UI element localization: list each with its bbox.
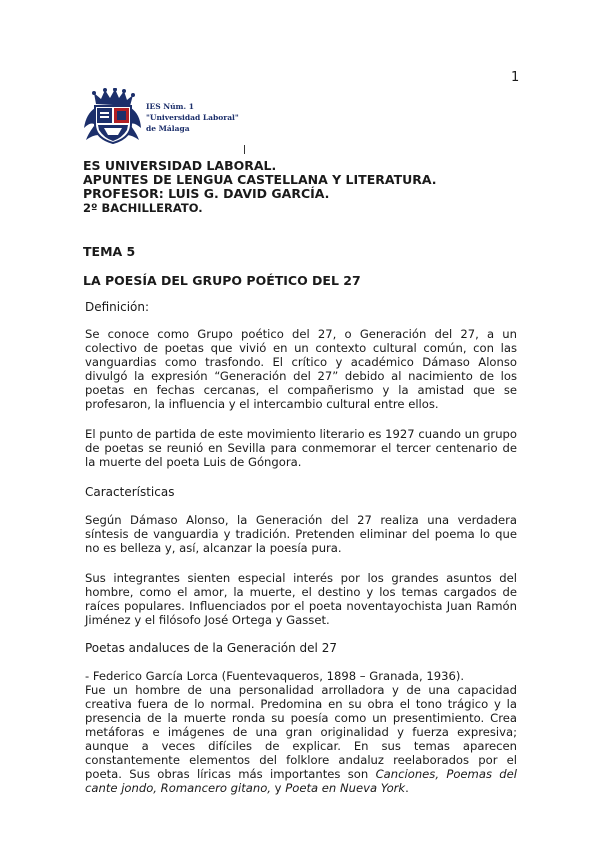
header-line-3: PROFESOR: LUIS G. DAVID GARCÍA.	[83, 186, 330, 201]
header-line-1: ES UNIVERSIDAD LABORAL.	[83, 158, 277, 173]
lorca-works-last: Poeta en Nueva York	[285, 781, 406, 795]
school-name-line1: IES Núm. 1	[146, 102, 194, 111]
caracteristicas-heading: Características	[85, 485, 175, 499]
header-line-4: 2º BACHILLERATO.	[83, 201, 203, 215]
lorca-paragraph	[85, 683, 517, 795]
document-header	[83, 159, 437, 215]
lorca-heading-line: - Federico García Lorca (Fuentevaqueros, 1898 – Granada, 1936).	[85, 669, 465, 683]
lorca-works-conjunction: y	[274, 781, 282, 795]
text-cursor-mark	[244, 145, 245, 154]
school-name-block	[146, 101, 239, 134]
poetas-heading: Poetas andaluces de la Generación del 27	[85, 641, 337, 655]
lorca-description: Fue un hombre de una personalidad arrolladora y de una capacidad creativa fuera de lo normal. Predomina en su obra el tono trágico y la presencia de la muerte ronda su poesía como un presentimiento. Crea metáforas e imágenes de una gran originalidad y fuerza expresiva; aunque a veces difíciles de explicar. En sus temas aparecen constantemente elementos del folklore andaluz reelaborados por el poeta. Sus obras líricas más importantes son	[85, 683, 517, 781]
topic-number: TEMA 5	[83, 244, 136, 259]
header-line-2: APUNTES DE LENGUA CASTELLANA Y LITERATURA.	[83, 172, 437, 187]
caracteristicas-paragraph-1: Según Dámaso Alonso, la Generación del 27 realiza una verdadera síntesis de vanguardia y tradición. Pretenden eliminar del poema lo que no es belleza y, así, alcanzar la poesía pura.	[85, 513, 517, 555]
definicion-heading: Definición:	[85, 300, 150, 314]
page-number: 1	[511, 70, 520, 85]
definicion-paragraph-1: Se conoce como Grupo poético del 27, o Generación del 27, a un colectivo de poetas que vivió en un contexto cultural común, con las vanguardias como trasfondo. El crítico y académico Dámaso Alonso divulgó la expresión “Generación del 27” debido al nacimiento de los poetas en fechas cercanas, el compañerismo y la amistad que se profesaron, la influencia y el intercambio cultural entre ellos.	[85, 327, 517, 411]
document-title: LA POESÍA DEL GRUPO POÉTICO DEL 27	[83, 273, 361, 288]
lorca-works-list: Canciones, Poemas del cante jondo, Romancero gitano,	[85, 767, 518, 795]
definicion-paragraph-2: El punto de partida de este movimiento literario es 1927 cuando un grupo de poetas se reunió en Sevilla para conmemorar el tercer centenario de la muerte del poeta Luis de Góngora.	[85, 427, 517, 469]
caracteristicas-paragraph-2: Sus integrantes sienten especial interés por los grandes asuntos del hombre, como el amor, la muerte, el destino y los temas cargados de raíces populares. Influenciados por el poeta noventayochista Juan Ramón Jiménez y el filósofo José Ortega y Gasset.	[85, 571, 517, 627]
school-name-line3: de Málaga	[146, 124, 190, 133]
lorca-works-period: .	[405, 781, 409, 795]
school-name-line2: "Universidad Laboral"	[146, 113, 239, 122]
school-crest-logo	[82, 88, 142, 144]
